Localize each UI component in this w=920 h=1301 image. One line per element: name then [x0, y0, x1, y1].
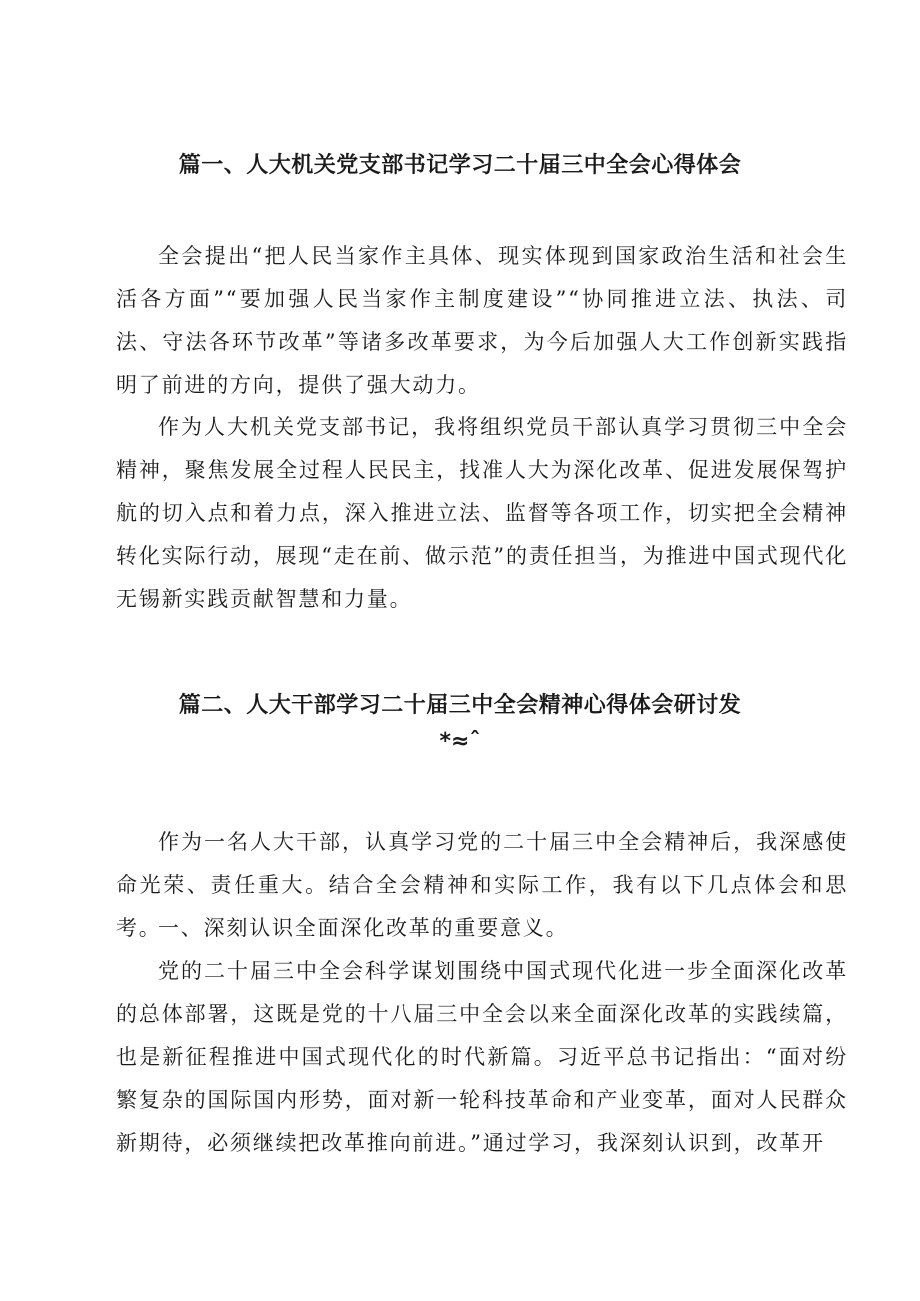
- section-1-paragraph-2: 作为人大机关党支部书记，我将组织党员干部认真学习贯彻三中全会精神，聚焦发展全过程人民民主，找准人大为深化改革、促进发展保驾护航的切入点和着力点，深入推进立法、监督等各项工作，切实把全会精神转化实际行动，展现“走在前、做示范”的责任担当，为推进中国式现代化无锡新实践贡献智慧和力量。: [116, 415, 848, 611]
- section-2-title: 篇二、人大干部学习二十届三中全会精神心得体会研讨发: [178, 693, 742, 718]
- section-1-title: 篇一、人大机关党支部书记学习二十届三中全会心得体会: [178, 153, 742, 178]
- section-1-paragraph-1: 全会提出“把人民当家作主具体、现实体现到国家政治生活和社会生活各方面”“要加强人民当家作主制度建设”“协同推进立法、执法、司法、守法各环节改革”等诸多改革要求，为今后加强人大工作创新实践指明了前进的方向，提供了强大动力。: [116, 244, 848, 397]
- section-2-title-tail: *≈ˆ: [439, 729, 481, 754]
- section-2-paragraph-2: 党的二十届三中全会科学谋划围绕中国式现代化进一步全面深化改革的总体部署，这既是党的十八届三中全会以来全面深化改革的实践续篇，也是新征程推进中国式现代化的时代新篇。习近平总书记指出：“面对纷繁复杂的国际国内形势，面对新一轮科技革命和产业变革，面对人民群众新期待，必须继续把改革推向前进。”通过学习，我深刻认识到，改革开: [116, 959, 848, 1155]
- section-2-subheading: 一、深刻认识全面深化改革的重要意义。: [158, 916, 569, 940]
- section-2-paragraph-1: 作为一名人大干部，认真学习党的二十届三中全会精神后，我深感使命光荣、责任重大。结合全会精神和实际工作，我有以下几点体会和思考。: [116, 830, 848, 940]
